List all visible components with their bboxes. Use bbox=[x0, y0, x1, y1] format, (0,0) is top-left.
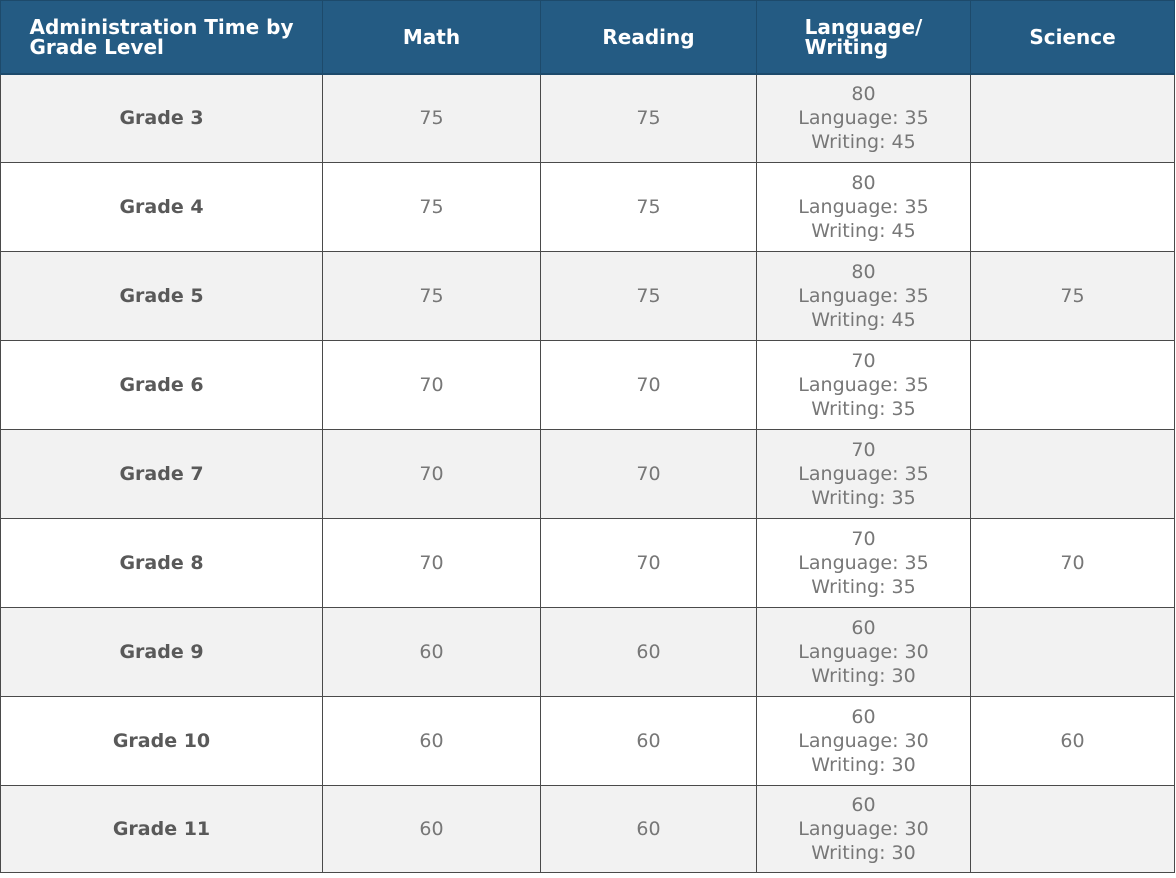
science-cell bbox=[971, 74, 1175, 163]
grade-cell: Grade 11 bbox=[1, 786, 323, 873]
language-writing-total: 70 bbox=[851, 350, 876, 372]
grade-cell: Grade 3 bbox=[1, 74, 323, 163]
language-writing-cell bbox=[757, 341, 971, 430]
writing-time: Writing: 45 bbox=[811, 131, 916, 154]
math-cell: 70 bbox=[323, 519, 541, 608]
table-body bbox=[1, 74, 1175, 873]
table-row bbox=[1, 74, 1175, 163]
language-writing-cell bbox=[757, 608, 971, 697]
science-cell bbox=[971, 786, 1175, 873]
writing-time: Writing: 35 bbox=[811, 487, 916, 509]
science-cell: 70 bbox=[971, 519, 1175, 608]
header-science: Science bbox=[971, 1, 1175, 74]
header-language-line1: Language/ bbox=[804, 14, 923, 39]
grade-cell: Grade 7 bbox=[1, 430, 323, 519]
language-writing-cell bbox=[757, 697, 971, 786]
language-writing-total: 60 bbox=[851, 617, 876, 639]
table-row bbox=[1, 786, 1175, 873]
table-header bbox=[1, 1, 1175, 74]
language-writing-total: 70 bbox=[851, 528, 876, 550]
language-writing-cell bbox=[757, 430, 971, 519]
header-grade-level bbox=[1, 1, 323, 74]
language-writing-total: 80 bbox=[851, 83, 876, 106]
grade-cell: Grade 9 bbox=[1, 608, 323, 697]
science-cell: 60 bbox=[971, 697, 1175, 786]
table-row bbox=[1, 252, 1175, 341]
language-writing-cell bbox=[757, 163, 971, 252]
header-math: Math bbox=[323, 1, 541, 74]
science-cell bbox=[971, 163, 1175, 252]
grade-cell: Grade 8 bbox=[1, 519, 323, 608]
reading-cell: 60 bbox=[541, 697, 757, 786]
header-grade-level-line2: Grade Level bbox=[29, 34, 164, 59]
language-writing-cell bbox=[757, 786, 971, 873]
math-cell: 60 bbox=[323, 786, 541, 873]
reading-cell: 70 bbox=[541, 519, 757, 608]
header-row bbox=[1, 1, 1175, 74]
math-cell: 75 bbox=[323, 252, 541, 341]
writing-time: Writing: 35 bbox=[811, 398, 916, 420]
language-writing-cell bbox=[757, 519, 971, 608]
header-language-line2: Writing bbox=[804, 34, 889, 59]
language-time: Language: 30 bbox=[798, 730, 929, 752]
language-time: Language: 35 bbox=[798, 463, 929, 485]
grade-cell: Grade 4 bbox=[1, 163, 323, 252]
header-language-writing bbox=[757, 1, 971, 74]
language-writing-total: 70 bbox=[851, 439, 876, 461]
table-row bbox=[1, 163, 1175, 252]
writing-time: Writing: 45 bbox=[811, 220, 916, 242]
language-writing-total: 80 bbox=[851, 261, 876, 283]
science-cell bbox=[971, 430, 1175, 519]
math-cell: 60 bbox=[323, 608, 541, 697]
math-cell: 60 bbox=[323, 697, 541, 786]
math-cell: 70 bbox=[323, 430, 541, 519]
table-row bbox=[1, 341, 1175, 430]
reading-cell: 75 bbox=[541, 252, 757, 341]
table-row bbox=[1, 519, 1175, 608]
language-time: Language: 30 bbox=[798, 818, 929, 840]
language-writing-total: 60 bbox=[851, 706, 876, 728]
language-writing-cell bbox=[757, 74, 971, 163]
math-cell: 70 bbox=[323, 341, 541, 430]
table-row bbox=[1, 697, 1175, 786]
reading-cell: 70 bbox=[541, 341, 757, 430]
language-time: Language: 35 bbox=[798, 107, 929, 130]
reading-cell: 75 bbox=[541, 163, 757, 252]
reading-cell: 75 bbox=[541, 74, 757, 163]
math-cell: 75 bbox=[323, 74, 541, 163]
language-writing-cell bbox=[757, 252, 971, 341]
writing-time: Writing: 30 bbox=[811, 665, 916, 687]
language-time: Language: 30 bbox=[798, 641, 929, 663]
language-time: Language: 35 bbox=[798, 285, 929, 307]
language-time: Language: 35 bbox=[798, 552, 929, 574]
science-cell bbox=[971, 608, 1175, 697]
grade-cell: Grade 10 bbox=[1, 697, 323, 786]
language-writing-total: 80 bbox=[851, 172, 876, 194]
language-time: Language: 35 bbox=[798, 196, 929, 218]
grade-cell: Grade 6 bbox=[1, 341, 323, 430]
table-row bbox=[1, 608, 1175, 697]
reading-cell: 70 bbox=[541, 430, 757, 519]
header-grade-level-line1: Administration Time by bbox=[29, 14, 294, 39]
writing-time: Writing: 35 bbox=[811, 576, 916, 598]
language-writing-total: 60 bbox=[851, 794, 876, 816]
header-reading: Reading bbox=[541, 1, 757, 74]
writing-time: Writing: 30 bbox=[811, 754, 916, 776]
reading-cell: 60 bbox=[541, 786, 757, 873]
grade-cell: Grade 5 bbox=[1, 252, 323, 341]
reading-cell: 60 bbox=[541, 608, 757, 697]
science-cell bbox=[971, 341, 1175, 430]
math-cell: 75 bbox=[323, 163, 541, 252]
science-cell: 75 bbox=[971, 252, 1175, 341]
table-row bbox=[1, 430, 1175, 519]
writing-time: Writing: 30 bbox=[811, 842, 916, 864]
language-time: Language: 35 bbox=[798, 374, 929, 396]
writing-time: Writing: 45 bbox=[811, 309, 916, 331]
